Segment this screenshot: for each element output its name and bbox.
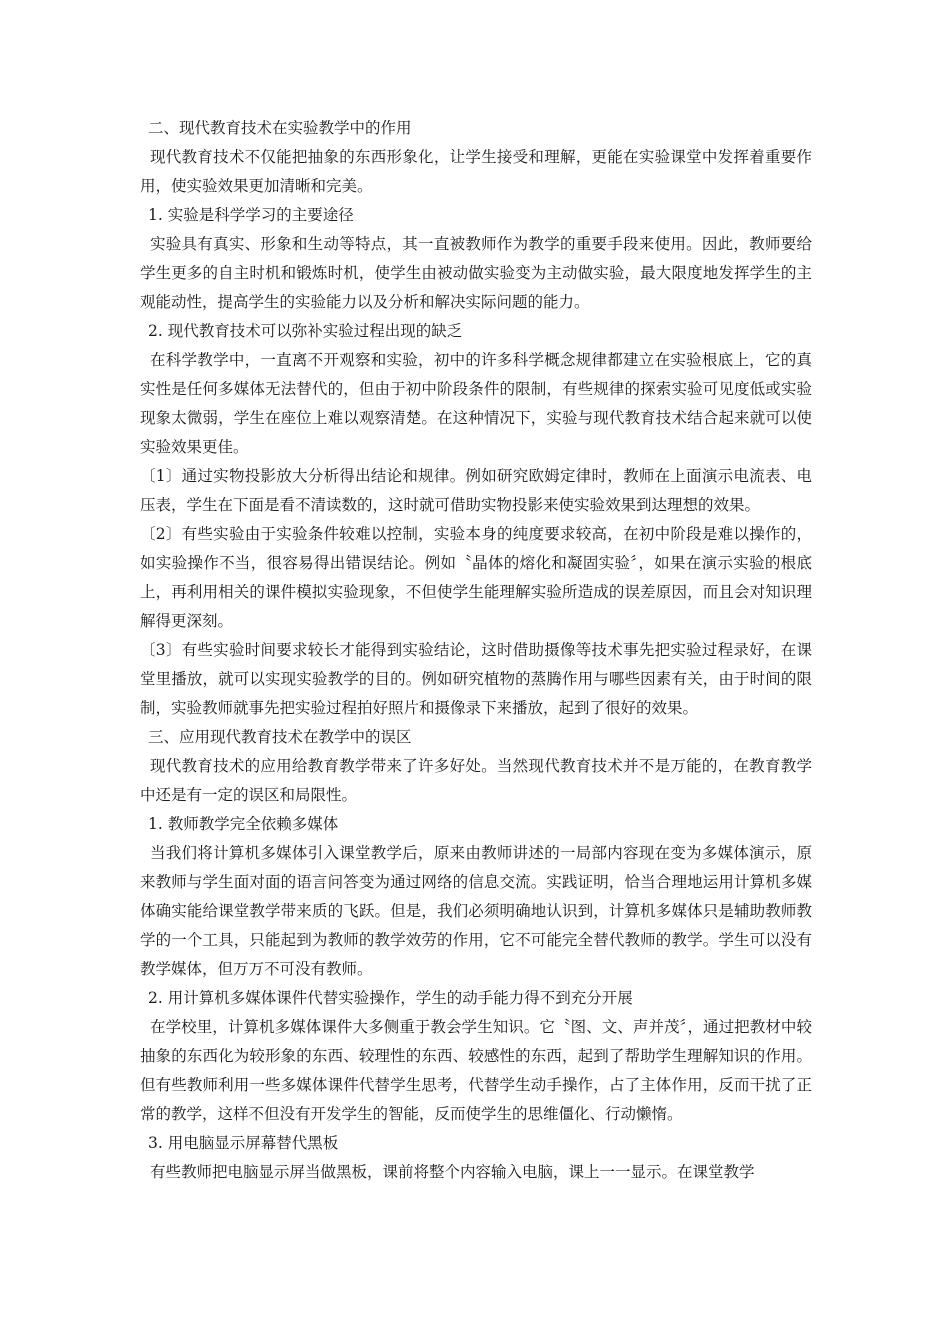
subsection-heading: 1. 实验是科学学习的主要途径 <box>148 206 354 224</box>
section-heading: 三、应用现代教育技术在教学中的误区 <box>148 728 412 746</box>
subsection-heading: 1. 教师教学完全依赖多媒体 <box>148 815 339 833</box>
section-heading: 二、现代教育技术在实验教学中的作用 <box>148 119 412 137</box>
list-paragraph: 〔3〕有些实验时间要求较长才能得到实验结论，这时借助摄像等技术事先把实验过程录好，在课堂里播放，就可以实现实验教学的目的。例如研究植物的蒸腾作用与哪些因素有关，由于时间的限制，实验教师就事先把实验过程拍好照片和摄像录下来播放，起到了很好的效果。 <box>140 641 812 717</box>
list-paragraph: 〔1〕通过实物投影放大分析得出结论和规律。例如研究欧姆定律时，教师在上面演示电流表、电压表，学生在下面是看不清读数的，这时就可借助实物投影来使实验效果到达理想的效果。 <box>140 467 812 514</box>
body-paragraph: 有些教师把电脑显示屏当做黑板，课前将整个内容输入电脑，课上一一显示。在课堂教学 <box>150 1163 755 1181</box>
body-paragraph: 现代教育技术的应用给教育教学带来了许多好处。当然现代教育技术并不是万能的，在教育教学中还是有一定的误区和局限性。 <box>140 757 812 804</box>
body-paragraph: 在学校里，计算机多媒体课件大多侧重于教会学生知识。它〝图、文、声并茂〞，通过把教材中较抽象的东西化为较形象的东西、较理性的东西、较感性的东西，起到了帮助学生理解知识的作用。但有些教师利用一些多媒体课件代替学生思考，代替学生动手操作，占了主体作用，反而干扰了正常的教学，这样不但没有开发学生的智能，反而使学生的思维僵化、行动懒惰。 <box>140 1018 812 1123</box>
list-paragraph: 〔2〕有些实验由于实验条件较难以控制，实验本身的纯度要求较高，在初中阶段是难以操作的，如实验操作不当，很容易得出错误结论。例如〝晶体的熔化和凝固实验〞，如果在演示实验的根底上，再利用相关的课件模拟实验现象，不但使学生能理解实验所造成的误差原因，而且会对知识理解得更深刻。 <box>140 525 812 630</box>
document-page <box>140 114 812 1187</box>
body-paragraph: 现代教育技术不仅能把抽象的东西形象化，让学生接受和理解，更能在实验课堂中发挥着重要作用，使实验效果更加清晰和完美。 <box>140 148 812 195</box>
body-paragraph: 在科学教学中，一直离不开观察和实验，初中的许多科学概念规律都建立在实验根底上，它的真实性是任何多媒体无法替代的，但由于初中阶段条件的限制，有些规律的探索实验可见度低或实验现象太微弱，学生在座位上难以观察清楚。在这种情况下，实验与现代教育技术结合起来就可以使实验效果更佳。 <box>140 351 812 456</box>
body-paragraph: 实验具有真实、形象和生动等特点，其一直被教师作为教学的重要手段来使用。因此，教师要给学生更多的自主时机和锻炼时机，使学生由被动做实验变为主动做实验，最大限度地发挥学生的主观能动性，提高学生的实验能力以及分析和解决实际问题的能力。 <box>140 235 812 311</box>
subsection-heading: 2. 用计算机多媒体课件代替实验操作，学生的动手能力得不到充分开展 <box>148 989 633 1007</box>
body-paragraph: 当我们将计算机多媒体引入课堂教学后，原来由教师讲述的一局部内容现在变为多媒体演示，原来教师与学生面对面的语言问答变为通过网络的信息交流。实践证明，恰当合理地运用计算机多媒体确实能给课堂教学带来质的飞跃。但是，我们必须明确地认识到，计算机多媒体只是辅助教师教学的一个工具，只能起到为教师的教学效劳的作用，它不可能完全替代教师的教学。学生可以没有教学媒体，但万万不可没有教师。 <box>140 844 812 978</box>
subsection-heading: 2. 现代教育技术可以弥补实验过程出现的缺乏 <box>148 322 463 340</box>
subsection-heading: 3. 用电脑显示屏幕替代黑板 <box>148 1134 339 1152</box>
